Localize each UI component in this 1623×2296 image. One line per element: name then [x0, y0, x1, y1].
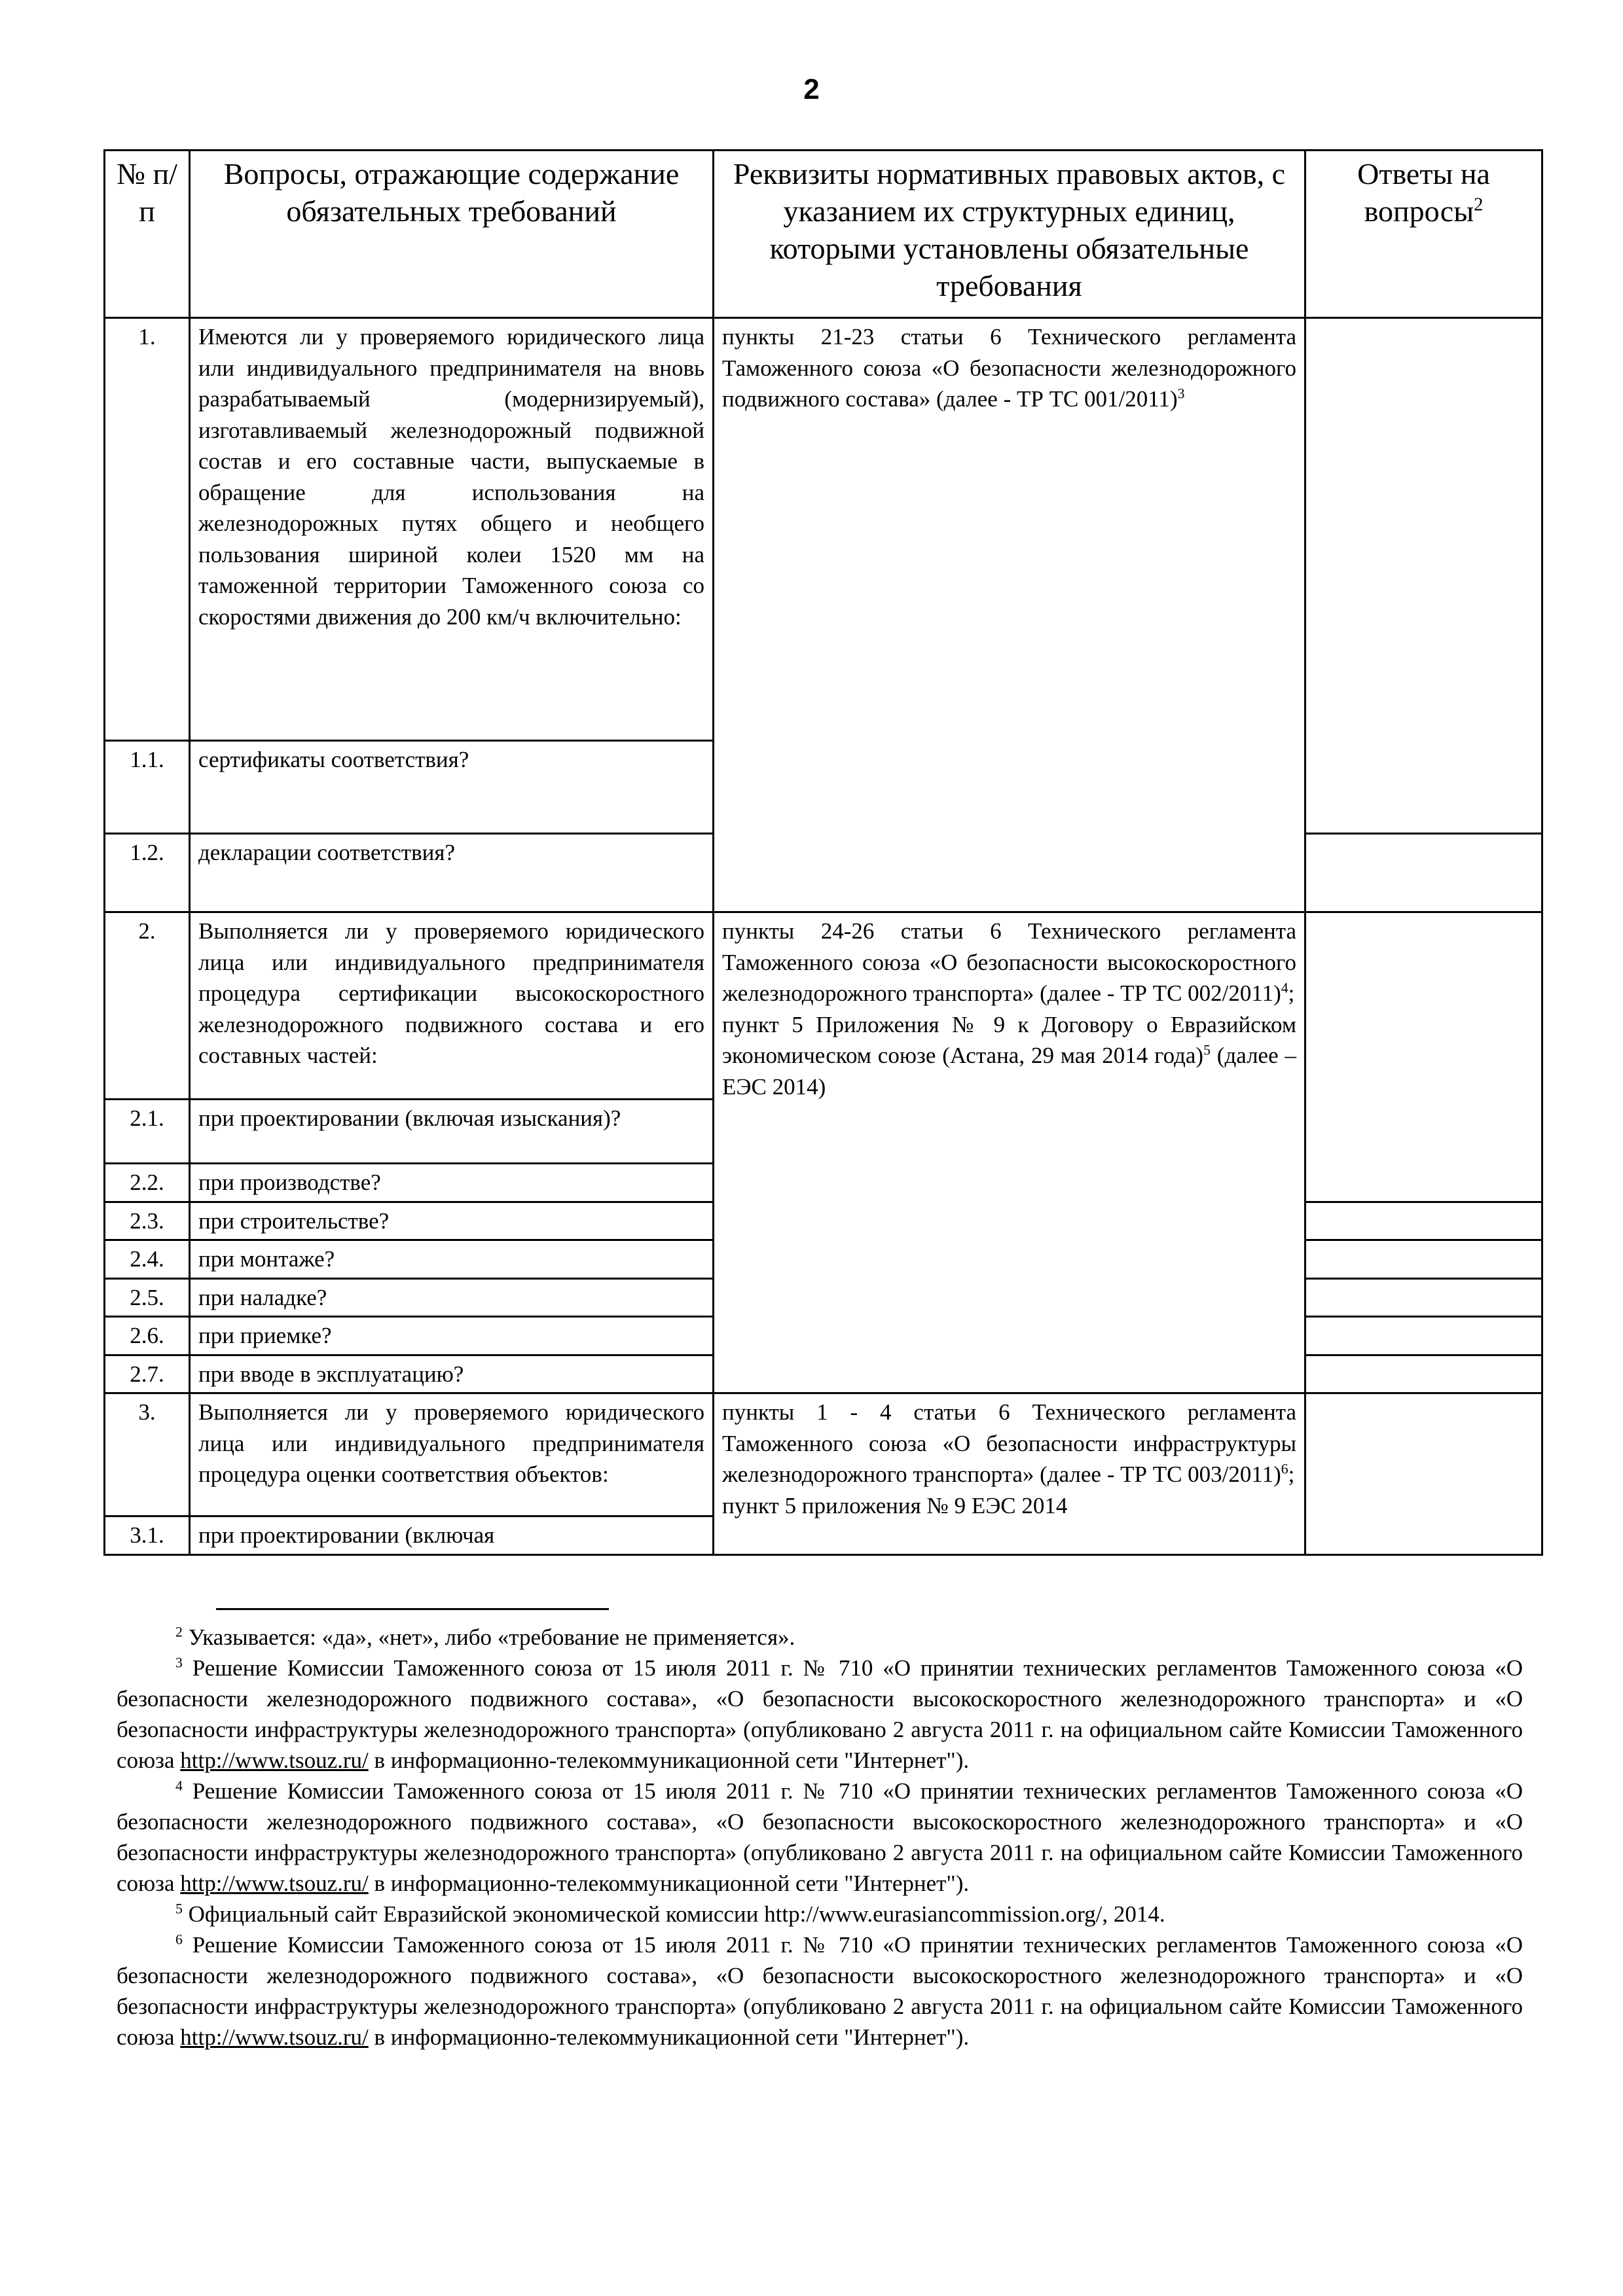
requirements-table	[103, 149, 1543, 1556]
answer-cell[interactable]	[1305, 1355, 1542, 1393]
row-number: 2.	[105, 912, 190, 1100]
header-answers-sup: 2	[1474, 194, 1484, 215]
row-question: при вводе в эксплуатацию?	[190, 1355, 714, 1393]
row-reference	[714, 318, 1305, 912]
row-number: 2.6.	[105, 1317, 190, 1355]
reference-text: пункт 5 приложения № 9 ЕЭС 2014	[722, 1492, 1068, 1518]
reference-text: пункты 21-23 статьи 6 Технического регламента Таможенного союза «О безопасности железнодорожного подвижного состава» (далее - ТР ТС 001/2011)	[722, 324, 1296, 412]
answer-cell[interactable]	[1305, 1202, 1542, 1240]
footnote-text: Официальный сайт Евразийской экономической комиссии http://www.eurasiancommission.org/, 2014.	[182, 1901, 1165, 1927]
row-question: Выполняется ли у проверяемого юридического лица или индивидуального предпринимателя процедура сертификации высокоскоростного железнодорожного подвижного состава и его составных частей:	[190, 912, 714, 1100]
footnote-text: Решение Комиссии Таможенного союза от 15 июля 2011 г. № 710 «О принятии технических регламентов Таможенного союза «О безопасности железнодорожного подвижного состава», «О безопасности высокоскоростного железнодорожного транспорта» и «О безопасности инфраструктуры железнодорожного транспорта» (опубликовано 2 августа 2011 г. на официальном сайте Комиссии Таможенного союза	[117, 1655, 1523, 1773]
row-question: при наладке?	[190, 1278, 714, 1317]
row-question: декларации соответствия?	[190, 834, 714, 912]
header-questions: Вопросы, отражающие содержание обязательных требований	[190, 151, 714, 318]
row-question: при проектировании (включая изыскания)?	[190, 1100, 714, 1164]
footnote-mark: 2	[175, 1624, 183, 1640]
table-header-row	[105, 151, 1542, 318]
header-references: Реквизиты нормативных правовых актов, с указанием их структурных единиц, которыми установлены обязательные требования	[714, 151, 1305, 318]
answer-cell[interactable]	[1305, 1278, 1542, 1317]
footnote-ref: 3	[1177, 386, 1185, 402]
row-question: при производстве?	[190, 1164, 714, 1202]
reference-text: пункт 5 Приложения № 9 к Договору о Евразийском экономическом союзе (Астана, 29 мая 2014 года)	[722, 1011, 1296, 1068]
footnote-mark: 3	[175, 1655, 183, 1671]
answer-cell[interactable]	[1305, 1240, 1542, 1279]
footnote-text: Решение Комиссии Таможенного союза от 15 июля 2011 г. № 710 «О принятии технических регламентов Таможенного союза «О безопасности железнодорожного подвижного состава», «О безопасности высокоскоростного железнодорожного транспорта» и «О безопасности инфраструктуры железнодорожного транспорта» (опубликовано 2 августа 2011 г. на официальном сайте Комиссии Таможенного союза	[117, 1932, 1523, 2050]
footnote-mark: 5	[175, 1901, 183, 1917]
footnote-link[interactable]: http://www.tsouz.ru/	[180, 2024, 369, 2050]
row-number: 2.2.	[105, 1164, 190, 1202]
reference-text: ;	[1288, 1462, 1295, 1487]
row-number: 3.	[105, 1393, 190, 1516]
header-answers	[1305, 151, 1542, 318]
answer-cell[interactable]	[1305, 1393, 1542, 1555]
row-reference	[714, 912, 1305, 1393]
row-number: 1.	[105, 318, 190, 741]
reference-text: пункты 24-26 статьи 6 Технического регламента Таможенного союза «О безопасности высокоскоростного железнодорожного транспорта» (далее - ТР ТС 002/2011)	[722, 918, 1296, 1006]
header-answers-text: Ответы на вопросы	[1357, 157, 1490, 228]
row-question: при приемке?	[190, 1317, 714, 1355]
row-number: 3.1.	[105, 1516, 190, 1555]
footnotes	[117, 1622, 1523, 2053]
row-question: Выполняется ли у проверяемого юридического лица или индивидуального предпринимателя процедура оценки соответствия объектов:	[190, 1393, 714, 1516]
footnote-link[interactable]: http://www.tsouz.ru/	[180, 1748, 369, 1773]
row-question: сертификаты соответствия?	[190, 741, 714, 834]
row-question: при монтаже?	[190, 1240, 714, 1279]
footnote-2	[117, 1622, 1523, 1653]
footnote-ref: 5	[1203, 1042, 1211, 1058]
answer-cell[interactable]	[1305, 318, 1542, 834]
row-question: при строительстве?	[190, 1202, 714, 1240]
row-number: 2.5.	[105, 1278, 190, 1317]
header-number: № п/п	[105, 151, 190, 318]
reference-text: пункты 1 - 4 статьи 6 Технического регламента Таможенного союза «О безопасности инфраструктуры железнодорожного транспорта» (далее - ТР ТС 003/2011)	[722, 1399, 1296, 1487]
row-number: 2.1.	[105, 1100, 190, 1164]
row-number: 2.4.	[105, 1240, 190, 1279]
row-number: 2.7.	[105, 1355, 190, 1393]
footnote-5	[117, 1899, 1523, 1929]
footnote-4	[117, 1776, 1523, 1899]
page-number: 2	[803, 73, 820, 105]
footnote-text: Решение Комиссии Таможенного союза от 15 июля 2011 г. № 710 «О принятии технических регламентов Таможенного союза «О безопасности железнодорожного подвижного состава», «О безопасности высокоскоростного железнодорожного транспорта» и «О безопасности инфраструктуры железнодорожного транспорта» (опубликовано 2 августа 2011 г. на официальном сайте Комиссии Таможенного союза	[117, 1778, 1523, 1896]
row-number: 2.3.	[105, 1202, 190, 1240]
answer-cell[interactable]	[1305, 1317, 1542, 1355]
answer-cell[interactable]	[1305, 834, 1542, 912]
answer-cell[interactable]	[1305, 912, 1542, 1202]
reference-text: ;	[1288, 980, 1295, 1006]
table-row	[105, 1393, 1542, 1516]
row-reference	[714, 1393, 1305, 1555]
footnote-3	[117, 1653, 1523, 1776]
footnote-text: в информационно-телекоммуникационной сети "Интернет").	[368, 1748, 970, 1773]
footnote-6	[117, 1929, 1523, 2053]
footnote-mark: 4	[175, 1778, 183, 1794]
row-number: 1.2.	[105, 834, 190, 912]
footnote-text: в информационно-телекоммуникационной сети "Интернет").	[368, 2024, 970, 2050]
footnote-separator	[216, 1608, 609, 1610]
footnote-mark: 6	[175, 1931, 183, 1948]
row-question: Имеются ли у проверяемого юридического лица или индивидуального предпринимателя на вновь разрабатываемый (модернизируемый), изготавливаемый железнодорожный подвижной состав и его составные части, выпускаемые в обращение для использования на железнодорожных путях общего и необщего пользования шириной колеи 1520 мм на таможенной территории Таможенного союза со скоростями движения до 200 км/ч включительно:	[190, 318, 714, 741]
footnote-ref: 4	[1281, 980, 1288, 996]
footnote-ref: 6	[1281, 1461, 1288, 1477]
row-number: 1.1.	[105, 741, 190, 834]
footnote-link[interactable]: http://www.tsouz.ru/	[180, 1871, 369, 1896]
reference-text: (далее – ЕЭС 2014)	[722, 1043, 1296, 1100]
table-row	[105, 318, 1542, 741]
footnote-text: Указывается: «да», «нет», либо «требование не применяется».	[182, 1624, 795, 1650]
footnote-text: в информационно-телекоммуникационной сети "Интернет").	[368, 1871, 970, 1896]
row-question: при проектировании (включая	[190, 1516, 714, 1555]
table-row	[105, 912, 1542, 1100]
